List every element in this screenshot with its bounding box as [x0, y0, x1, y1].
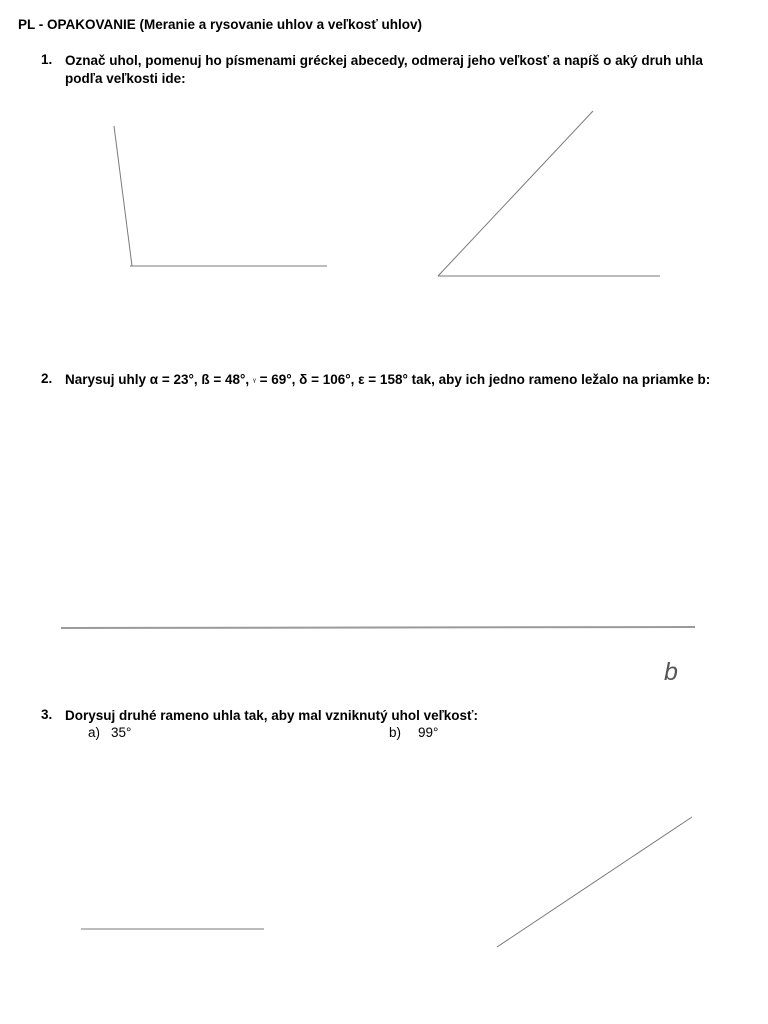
page-title-bold: PL - OPAKOVANIE — [18, 17, 136, 32]
task-3-option-b-value: 99° — [418, 725, 439, 740]
line-b — [61, 627, 695, 628]
task-3b-arm — [497, 817, 692, 947]
task-1-text-line1: Označ uhol, pomenuj ho písmenami gréckej abecedy, odmeraj jeho veľkosť a napíš o aký druh uhla — [65, 53, 703, 68]
task-2-text-before: Narysuj uhly α = 23°, ß = 48°, — [65, 372, 253, 387]
page-title-rest: (Meranie a rysovanie uhlov a veľkosť uhlov) — [135, 17, 423, 32]
task-2-gamma: ᵞ — [252, 376, 256, 386]
task-1-number: 1. — [41, 52, 53, 67]
task-3-text: Dorysuj druhé rameno uhla tak, aby mal vzniknutý uhol veľkosť: — [65, 708, 479, 723]
line-b-label: b — [664, 658, 678, 686]
task-1-text-line2: podľa veľkosti ide: — [65, 71, 186, 86]
task-3-option-b-letter: b) — [389, 725, 402, 740]
task-3-option-a-value: 35° — [111, 725, 132, 740]
task-3-number: 3. — [41, 707, 53, 722]
task-2-number: 2. — [41, 371, 53, 386]
angle-1-arm-upper — [114, 126, 132, 266]
angle-2-arm-upper — [438, 111, 593, 276]
task-2-text-after: = 69°, δ = 106°, ε = 158° tak, aby ich jedno rameno ležalo na priamke b: — [255, 372, 711, 387]
task-3-option-a-letter: a) — [88, 725, 101, 740]
